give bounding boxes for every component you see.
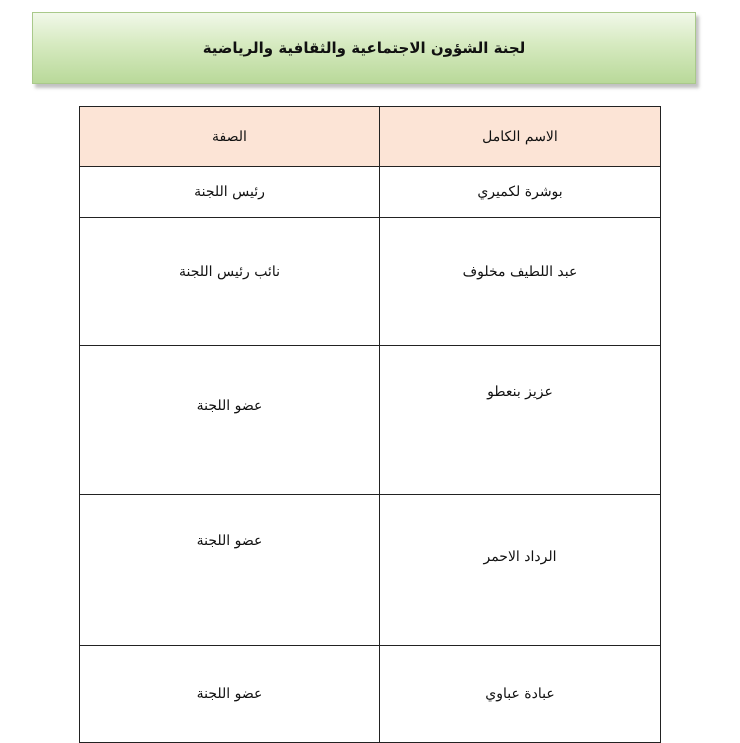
member-role: نائب رئيس اللجنة (179, 264, 280, 280)
member-role-cell (80, 346, 380, 495)
member-role-cell (80, 167, 380, 218)
member-role-cell (80, 218, 380, 346)
member-role: عضو اللجنة (196, 398, 263, 414)
member-name-cell (380, 167, 661, 218)
member-role: عضو اللجنة (196, 686, 263, 702)
member-role-cell (80, 646, 380, 743)
member-name: عبد اللطيف مخلوف (462, 264, 578, 280)
member-name: الرداد الاحمر (483, 549, 557, 565)
table-row (80, 646, 661, 743)
member-name-cell (380, 218, 661, 346)
member-role: عضو اللجنة (196, 533, 263, 549)
table-row (80, 346, 661, 495)
member-name: عزيز بنعطو (487, 384, 553, 400)
member-role: رئيس اللجنة (194, 184, 265, 200)
column-header-role: الصفة (80, 107, 380, 167)
member-role-cell (80, 495, 380, 646)
member-name-cell (380, 495, 661, 646)
committee-members-table (79, 106, 661, 743)
member-name-cell (380, 346, 661, 495)
table-row (80, 218, 661, 346)
table-row (80, 167, 661, 218)
member-name: بوشرة لكميري (477, 184, 563, 200)
table-row (80, 495, 661, 646)
column-header-full-name: الاسم الكامل (380, 107, 661, 167)
committee-title: لجنة الشؤون الاجتماعية والثقافية والرياضية (202, 39, 526, 57)
member-name-cell (380, 646, 661, 743)
committee-title-banner (32, 12, 696, 84)
table-header-row (80, 107, 661, 167)
member-name: عبادة عباوي (485, 686, 555, 702)
